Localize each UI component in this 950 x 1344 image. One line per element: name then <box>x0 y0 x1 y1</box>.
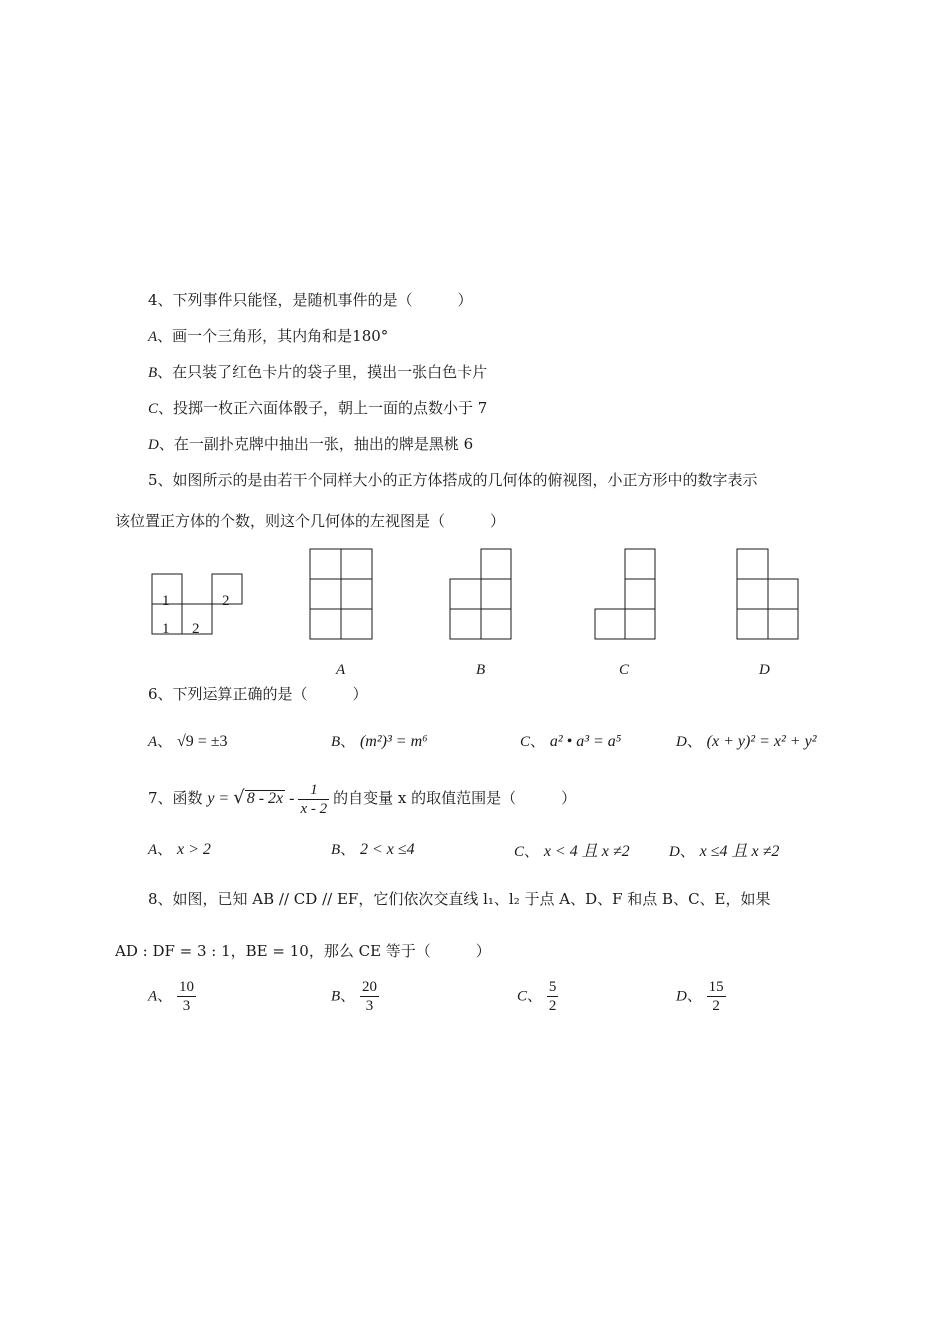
view-d-cell <box>768 579 798 609</box>
fraction: $\frac{5}{2}$ <box>548 979 557 1014</box>
option-text: 、在只装了红色卡片的袋子里，摸出一张白色卡片 <box>157 363 488 381</box>
q7-option-a: A、 x > 2 <box>148 840 211 858</box>
option-label: C <box>148 401 159 417</box>
q5-figures <box>0 540 950 650</box>
math-expression: √9 = ±3 <box>176 733 228 750</box>
option-label: C <box>514 844 525 860</box>
q8-option-c: C、 $\frac{5}{2}$ <box>517 979 557 1014</box>
q6-option-b: B、 (m²)³ = m⁶ <box>331 732 428 750</box>
math-expression: (x + y)² = x² + y² <box>706 733 817 750</box>
q4-stem: 4、下列事件只能怪，是随机事件的是（ ） <box>148 291 473 309</box>
option-label: D <box>676 734 687 750</box>
q5-stem-line2: 该位置正方体的个数，则这个几何体的左视图是（ ） <box>115 512 506 530</box>
math-expression: x ≤4 且 x ≠2 <box>699 843 780 860</box>
math-expression: 2 < x ≤4 <box>359 841 415 858</box>
q8-stem-line1: 8、如图，已知 AB // CD // EF，它们依次交直线 l₁、l₂ 于点 A、D、F 和点 B、C、E，如果 <box>148 890 771 908</box>
fraction: $\frac{10}{3}$ <box>178 979 194 1014</box>
q4-option-b <box>148 361 487 382</box>
view-d-cell <box>737 609 768 639</box>
option-label: A <box>148 988 158 1005</box>
q8-stem-line2: AD : DF = 3 : 1，BE = 10，那么 CE 等于（ ） <box>115 942 491 960</box>
stem-suffix: 的自变量 x 的取值范围是（ ） <box>333 789 577 808</box>
view-d-cell <box>737 579 768 609</box>
option-text: 、画一个三角形，其内角和是180° <box>157 327 389 345</box>
view-b-cell <box>450 609 481 639</box>
view-a-cell <box>341 609 372 639</box>
view-a-cell <box>310 609 341 639</box>
view-a-cell <box>341 549 372 579</box>
q6-option-d: D、 (x + y)² = x² + y² <box>676 732 817 750</box>
option-label: B <box>331 734 341 750</box>
math-expression: x < 4 且 x ≠2 <box>543 843 630 860</box>
view-c-cell <box>625 609 655 639</box>
view-a-cell <box>341 579 372 609</box>
view-a-cell <box>310 549 341 579</box>
stem-prefix: 7、函数 <box>148 789 203 808</box>
option-label: C <box>517 988 528 1005</box>
option-label: B <box>331 988 341 1005</box>
q8-option-d: D、 $\frac{15}{2}$ <box>676 979 724 1014</box>
top-view-number: 1 <box>162 621 170 637</box>
fraction: $\frac{20}{3}$ <box>361 979 377 1014</box>
figure-label-b: B <box>476 662 486 678</box>
top-view-number: 1 <box>162 593 170 609</box>
math-expression: (m²)³ = m⁶ <box>359 733 428 750</box>
option-label: A <box>148 734 158 750</box>
q7-option-c: C、 x < 4 且 x ≠2 <box>514 842 630 860</box>
q4-option-c <box>148 397 487 418</box>
view-b-cell <box>481 609 511 639</box>
q7-option-b: B、 2 < x ≤4 <box>331 840 415 858</box>
view-c-cell <box>625 579 655 609</box>
option-text: 、投掷一枚正六面体骰子，朝上一面的点数小于 7 <box>158 399 488 417</box>
view-b-cell <box>481 579 511 609</box>
function-expression: y = √ 8 - 2x - $\frac{1}{x - 2}$ <box>207 782 328 817</box>
option-label: D <box>669 844 680 860</box>
view-b-cell <box>450 579 481 609</box>
q6-option-a: A、 √9 = ±3 <box>148 732 228 750</box>
view-a-cell <box>310 579 341 609</box>
view-c-cell <box>625 549 655 579</box>
option-text: 、在一副扑克牌中抽出一张，抽出的牌是黑桃 6 <box>158 435 474 453</box>
option-label: B <box>148 365 158 381</box>
q6-stem: 6、下列运算正确的是（ ） <box>148 685 368 703</box>
math-expression: a² • a³ = a⁵ <box>549 733 622 750</box>
view-d-cell <box>737 549 768 579</box>
figure-label-a: A <box>336 662 346 678</box>
q4-option-a <box>148 325 388 346</box>
top-view-number: 2 <box>222 593 230 609</box>
view-b-cell <box>481 549 511 579</box>
figure-label-c: C <box>619 662 630 678</box>
option-label: A <box>148 842 158 858</box>
top-view-number: 2 <box>192 621 200 637</box>
q7-option-d: D、 x ≤4 且 x ≠2 <box>669 842 780 860</box>
math-expression: x > 2 <box>176 841 211 858</box>
q7-stem <box>148 781 576 818</box>
view-d-cell <box>768 609 798 639</box>
option-label: B <box>331 842 341 858</box>
figure-label-d: D <box>759 662 770 678</box>
view-c-cell <box>595 609 625 639</box>
q8-option-b: B、 $\frac{20}{3}$ <box>331 979 377 1014</box>
q6-option-c: C、 a² • a³ = a⁵ <box>520 732 622 750</box>
q4-option-d <box>148 433 473 454</box>
fraction: $\frac{15}{2}$ <box>708 979 724 1014</box>
q8-option-a: A、 $\frac{10}{3}$ <box>148 979 194 1014</box>
option-label: D <box>676 988 687 1005</box>
q5-stem-line1: 5、如图所示的是由若干个同样大小的正方体搭成的几何体的俯视图，小正方形中的数字表示 <box>148 471 758 489</box>
option-label: C <box>520 734 531 750</box>
option-label: A <box>148 329 158 345</box>
option-label: D <box>148 437 159 453</box>
